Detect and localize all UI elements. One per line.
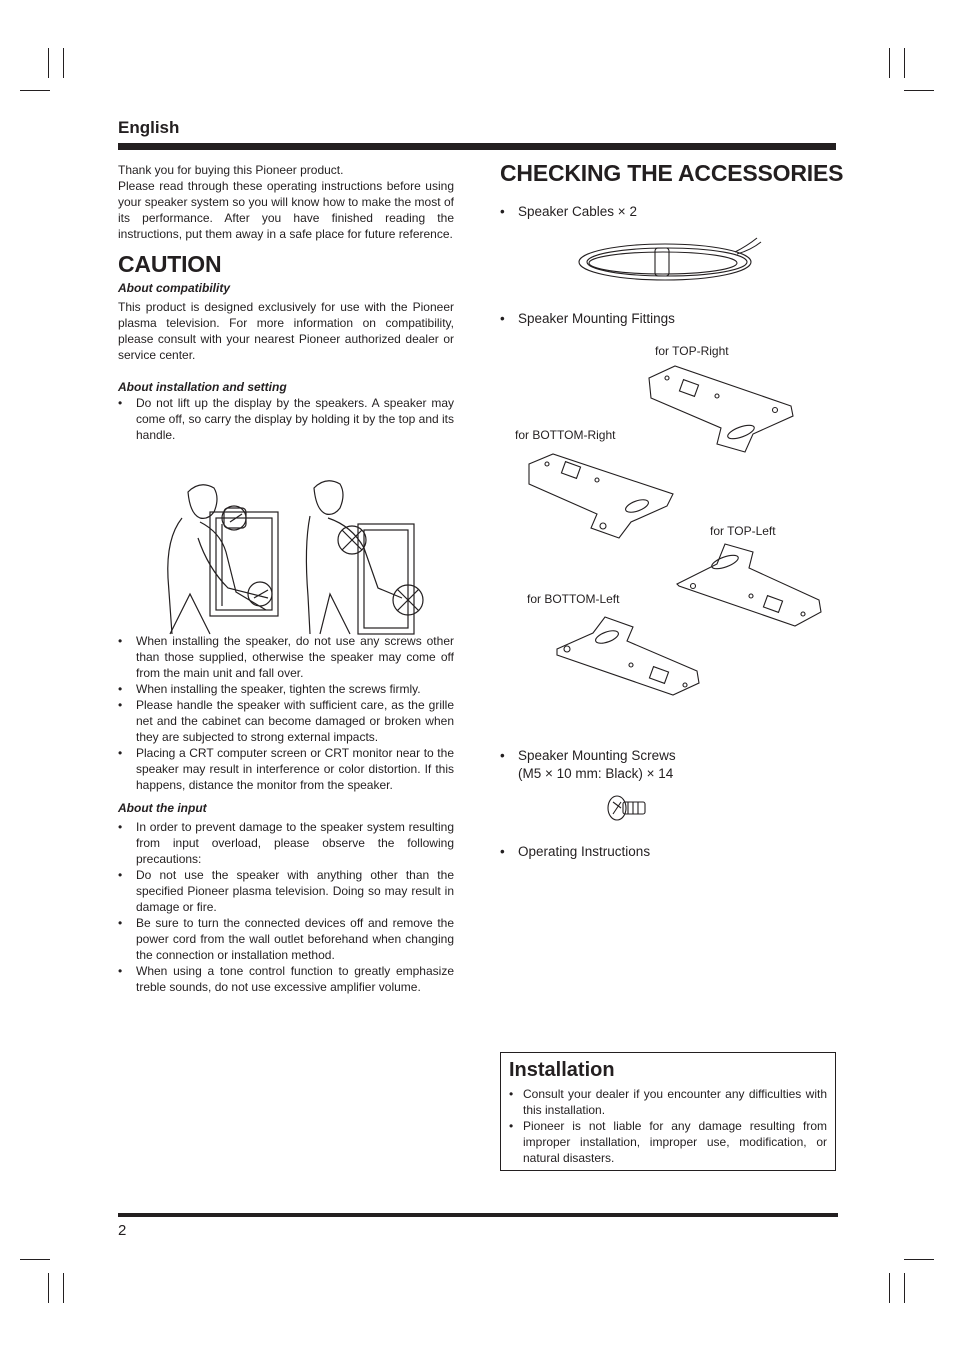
list-item: • In order to prevent damage to the speaker system resulting from input overload, please observe the following precautions: bbox=[118, 819, 454, 867]
list-item: • Do not lift up the display by the speakers. A speaker may come off, so carry the display by holding it by the top and its handle. bbox=[118, 395, 454, 443]
list-item: • Be sure to turn the connected devices off and remove the power cord from the wall outlet beforehand when changing the connection or installation method. bbox=[118, 915, 454, 963]
compatibility-text: This product is designed exclusively for use with the Pioneer plasma television. For more information on compatibility, please consult with your nearest Pioneer authorized dealer or service center. bbox=[118, 300, 454, 362]
accessory-label: Speaker Mounting Screws bbox=[518, 748, 676, 763]
installation-list bbox=[118, 395, 454, 443]
crop-mark bbox=[63, 48, 64, 78]
crop-mark bbox=[904, 1259, 934, 1260]
crop-mark bbox=[889, 1273, 890, 1303]
list-item: • When installing the speaker, tighten the screws firmly. bbox=[118, 681, 454, 697]
crop-mark bbox=[20, 1259, 50, 1260]
fitting-top-right-illustration bbox=[645, 362, 795, 454]
list-item: • When installing the speaker, do not use any screws other than those supplied, otherwise the speaker may come off from the main unit and fall over. bbox=[118, 633, 454, 681]
intro-line-2: Please read through these operating instructions before using your speaker system so you will know how to make the most of its performance. After you have finished reading the instructions, put them away in a safe place for future reference. bbox=[118, 179, 454, 241]
speaker-cables-illustration bbox=[575, 232, 765, 286]
fitting-bottom-left-illustration bbox=[555, 615, 705, 705]
bullet: • bbox=[500, 844, 505, 859]
bullet: • bbox=[500, 311, 505, 326]
list-item: • Do not use the speaker with anything other than the specified Pioneer plasma television. Doing so may result in damage or fire. bbox=[118, 867, 454, 915]
intro-line-1: Thank you for buying this Pioneer product. bbox=[118, 163, 344, 177]
accessory-label: Operating Instructions bbox=[518, 844, 651, 859]
accessory-label: Speaker Mounting Fittings bbox=[518, 311, 675, 326]
accessory-label: Speaker Cables × 2 bbox=[518, 204, 637, 219]
bullet: • bbox=[500, 748, 505, 763]
caption-bottom-right: for BOTTOM-Right bbox=[515, 428, 616, 442]
screw-illustration bbox=[605, 794, 649, 822]
crop-mark bbox=[20, 90, 50, 91]
bottom-rule bbox=[118, 1213, 838, 1217]
caption-top-left: for TOP-Left bbox=[710, 524, 776, 538]
caution-title: CAUTION bbox=[118, 251, 222, 277]
crop-mark bbox=[889, 48, 890, 78]
installation-title: Installation bbox=[509, 1059, 615, 1081]
installation-box bbox=[500, 1052, 836, 1171]
crop-mark bbox=[904, 90, 934, 91]
lifting-illustration bbox=[160, 478, 430, 638]
list-item: • Please handle the speaker with sufficient care, as the grille net and the cabinet can become damaged or broken when they are subjected to strong external impacts. bbox=[118, 697, 454, 745]
crop-mark bbox=[63, 1273, 64, 1303]
caption-bottom-left: for BOTTOM-Left bbox=[527, 592, 620, 606]
page-number: 2 bbox=[118, 1222, 127, 1239]
input-list bbox=[118, 819, 454, 995]
crop-mark bbox=[48, 1273, 49, 1303]
crop-mark bbox=[904, 1273, 905, 1303]
accessories-title: CHECKING THE ACCESSORIES bbox=[500, 160, 844, 186]
list-item: • Placing a CRT computer screen or CRT monitor near to the speaker may result in interference or color distortion. If this happens, distance the monitor from the speaker. bbox=[118, 745, 454, 793]
installation-list-continued bbox=[118, 633, 454, 793]
installation-heading: About installation and setting bbox=[118, 380, 287, 394]
list-item: • When using a tone control function to greatly emphasize treble sounds, do not use excessive amplifier volume. bbox=[118, 963, 454, 995]
list-item: • Consult your dealer if you encounter any difficulties with this installation. bbox=[509, 1086, 827, 1118]
language-heading: English bbox=[118, 118, 180, 137]
fitting-bottom-right-illustration bbox=[527, 450, 677, 540]
list-item: • Pioneer is not liable for any damage resulting from improper installation, improper use, modification, or natural disasters. bbox=[509, 1118, 827, 1166]
top-rule bbox=[118, 143, 836, 150]
compatibility-heading: About compatibility bbox=[118, 281, 230, 295]
crop-mark bbox=[904, 48, 905, 78]
caption-top-right: for TOP-Right bbox=[655, 344, 729, 358]
accessory-label-line2: (M5 × 10 mm: Black) × 14 bbox=[518, 766, 674, 781]
bullet: • bbox=[500, 204, 505, 219]
crop-mark bbox=[48, 48, 49, 78]
input-heading: About the input bbox=[118, 801, 207, 815]
installation-notes bbox=[509, 1086, 827, 1166]
